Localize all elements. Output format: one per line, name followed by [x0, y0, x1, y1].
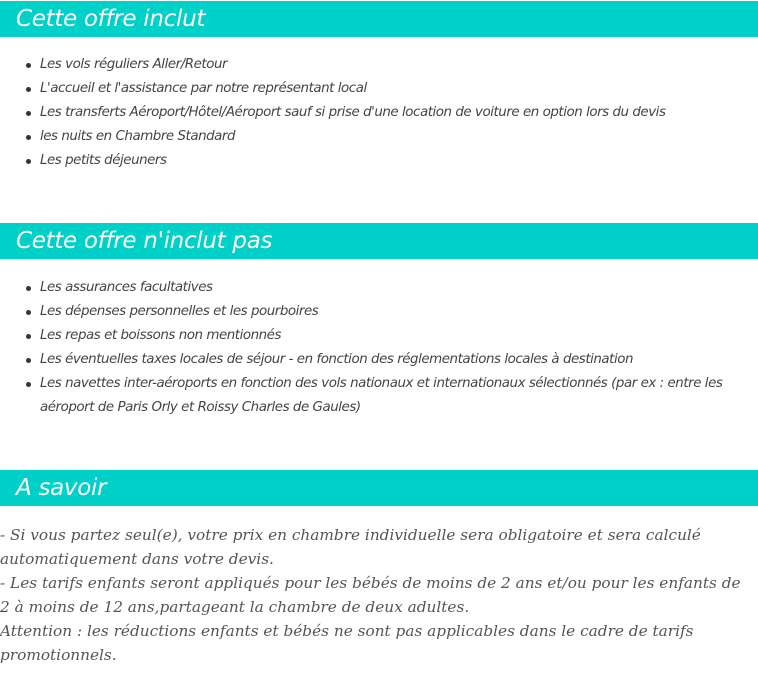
list-item: Les petits déjeuners [0, 149, 758, 173]
section-header-not-included [0, 223, 758, 259]
not-included-list [0, 276, 758, 420]
info-paragraph: - Les tarifs enfants seront appliqués pour les bébés de moins de 2 ans et/ou pour les enfants de 2 à moins de 12 ans,partageant la chambre de deux adultes. [0, 574, 741, 616]
info-paragraph: Attention : les réductions enfants et bébés ne sont pas applicables dans le cadre de tarifs promotionnels. [0, 622, 694, 664]
bullet-icon [26, 87, 31, 92]
included-list [0, 53, 758, 173]
bullet-icon [26, 159, 31, 164]
list-item: Les assurances facultatives [0, 276, 758, 300]
good-to-know-text [0, 523, 750, 667]
info-paragraph: - Si vous partez seul(e), votre prix en chambre individuelle sera obligatoire et sera calculé automatiquement dans votre devis. [0, 526, 701, 568]
bullet-icon [26, 111, 31, 116]
list-item: L'accueil et l'assistance par notre représentant local [0, 77, 758, 101]
bullet-icon [26, 382, 31, 387]
list-item: Les vols réguliers Aller/Retour [0, 53, 758, 77]
list-item: Les dépenses personnelles et les pourboires [0, 300, 758, 324]
bullet-icon [26, 135, 31, 140]
section-title-not-included: Cette offre n'inclut pas [16, 228, 273, 254]
section-title-good-to-know: A savoir [16, 475, 107, 501]
bullet-icon [26, 286, 31, 291]
section-header-good-to-know [0, 470, 758, 506]
bullet-icon [26, 358, 31, 363]
bullet-icon [26, 334, 31, 339]
section-header-included [0, 1, 758, 37]
list-item: les nuits en Chambre Standard [0, 125, 758, 149]
list-item: Les repas et boissons non mentionnés [0, 324, 758, 348]
section-title-included: Cette offre inclut [16, 6, 206, 32]
list-item: Les éventuelles taxes locales de séjour - en fonction des réglementations locales à destination [0, 348, 758, 372]
list-item: Les navettes inter-aéroports en fonction des vols nationaux et internationaux sélectionnés (par ex : entre les aéroport de Paris Orly et Roissy Charles de Gaules) [0, 372, 758, 420]
list-item: Les transferts Aéroport/Hôtel/Aéroport sauf si prise d'une location de voiture en option lors du devis [0, 101, 758, 125]
bullet-icon [26, 63, 31, 68]
bullet-icon [26, 310, 31, 315]
